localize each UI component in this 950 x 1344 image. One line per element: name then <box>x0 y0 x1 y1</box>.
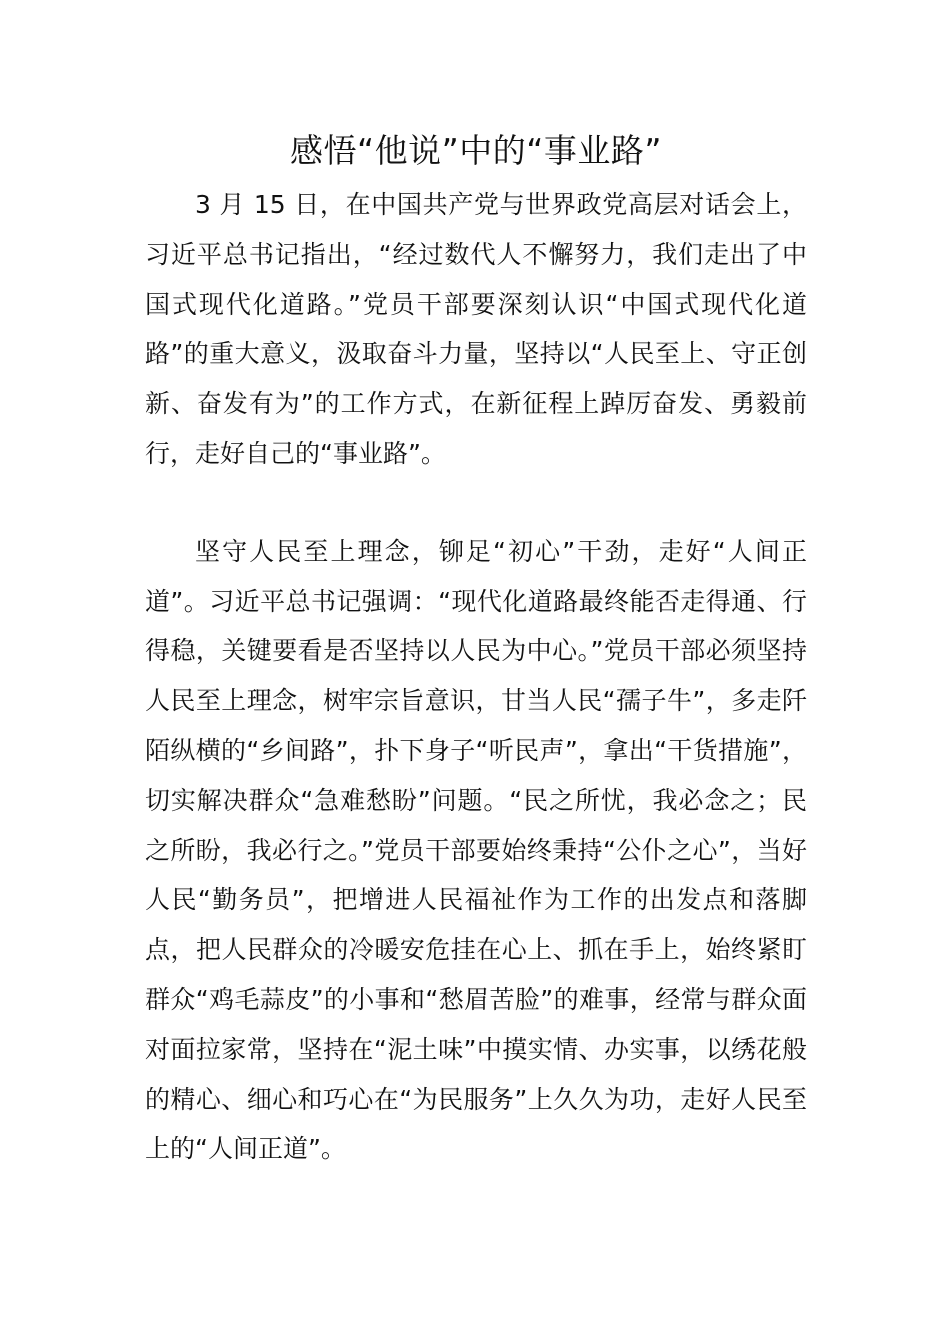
document-page <box>145 122 807 1174</box>
document-title: 感悟“他说”中的“事业路” <box>290 131 662 170</box>
body-paragraph-2: 坚守人民至上理念，铆足“初心”干劲，走好“人间正道”。习近平总书记强调：“现代化道路最终能否走得通、行得稳，关键要看是否坚持以人民为中心。”党员干部必须坚持人民至上理念，树牢宗旨意识，甘当人民“孺子牛”，多走阡陌纵横的“乡间路”，扑下身子“听民声”，拿出“干货措施”，切实解决群众“急难愁盼”问题。“民之所忧，我必念之；民之所盼，我必行之。”党员干部要始终秉持“公仆之心”，当好人民“勤务员”，把增进人民福祉作为工作的出发点和落脚点，把人民群众的冷暖安危挂在心上、抓在手上，始终紧盯群众“鸡毛蒜皮”的小事和“愁眉苦脸”的难事，经常与群众面对面拉家常，坚持在“泥土味”中摸实情、办实事，以绣花般的精心、细心和巧心在“为民服务”上久久为功，走好人民至上的“人间正道”。 <box>145 536 807 1164</box>
body-paragraph-1: 3 月 15 日，在中国共产党与世界政党高层对话会上，习近平总书记指出，“经过数代人不懈努力，我们走出了中国式现代化道路。”党员干部要深刻认识“中国式现代化道路”的重大意义，汲取奋斗力量，坚持以“人民至上、守正创新、奋发有为”的工作方式，在新征程上踔厉奋发、勇毅前行，走好自己的“事业路”。 <box>145 190 807 468</box>
